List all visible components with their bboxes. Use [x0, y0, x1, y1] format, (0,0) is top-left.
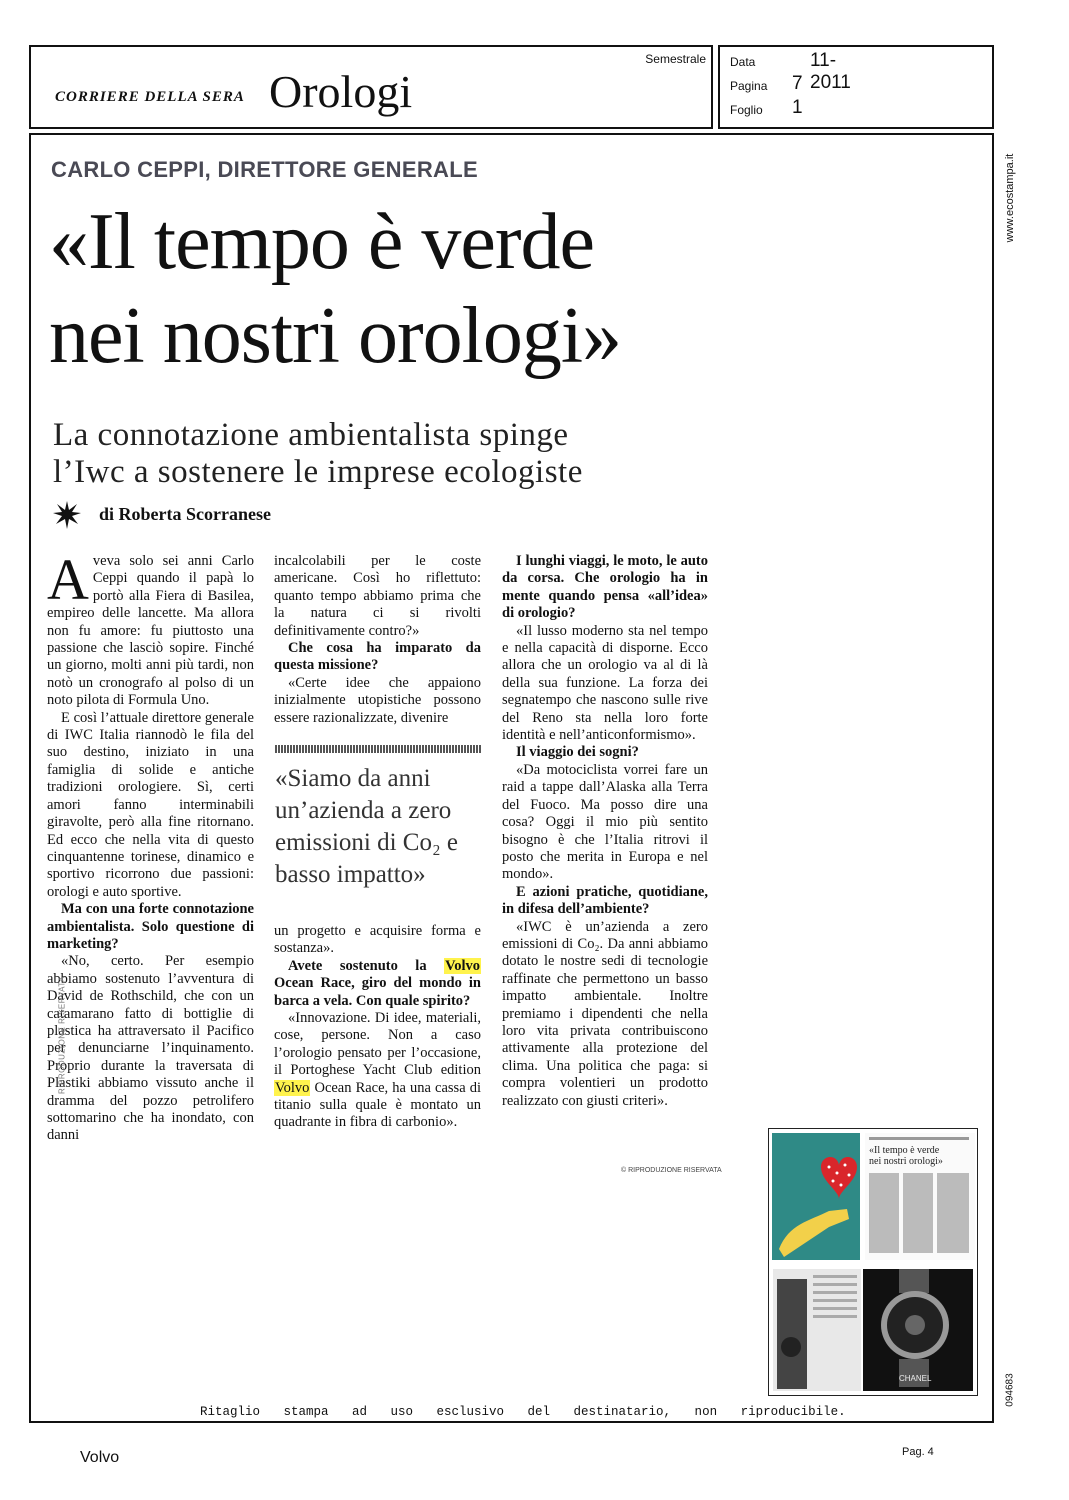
- paragraph: [47, 547, 254, 710]
- star-icon: [53, 501, 81, 529]
- pullquote-rule: [275, 745, 481, 753]
- article-column-2-continued: [274, 923, 481, 1132]
- header-masthead: [29, 45, 713, 129]
- paragraph: E così l’attuale direttore generale di IWC Italia riannodò le fila del suo destino, iniziato in una famiglia di solide e antiche tradizioni orologiere. Sì, certi amori fanno interminabili giravolte, però alla fine ritornano. Ed ecco che nella vita di questo cinquantenne torinese, dinamico e sportivo ricorrono due passioni: orologi e auto sportive.: [47, 709, 254, 900]
- copyright-note: © RIPRODUZIONE RISERVATA: [621, 1167, 722, 1174]
- drop-cap: A: [47, 547, 89, 612]
- article-column-2: [274, 553, 481, 727]
- paragraph-text: «Innovazione. Di idee, materiali, cose, persone. Non a caso l’orologio pensato per l’occasione, il Portoghese Yacht Club edition: [274, 1010, 481, 1079]
- paragraph-text: Ocean Race, ha una cassa di titanio sulla quale è montato un quadrante in fibra di carbonio».: [274, 1079, 481, 1131]
- thumbnail-headline-1: «Il tempo è verde: [869, 1145, 940, 1156]
- question-text: Avete sostenuto la: [288, 957, 445, 974]
- meta-date-value: 11-2011: [810, 50, 851, 93]
- interview-question: Che cosa ha imparato da questa missione?: [274, 640, 481, 674]
- meta-sheet-label: Foglio: [730, 103, 763, 117]
- article-headline: [49, 195, 749, 383]
- meta-page-value: 7: [792, 73, 803, 94]
- thumbnail-brand: CHANEL: [899, 1374, 932, 1383]
- keyword-highlight: Volvo: [445, 957, 480, 974]
- page-number: Pag. 4: [902, 1446, 934, 1458]
- article-column-3: [502, 553, 708, 1110]
- thumbnail-image: [769, 1129, 977, 1395]
- meta-sheet-value: 1: [792, 97, 803, 118]
- headline-line-2: nei nostri orologi»: [49, 292, 622, 380]
- keyword-highlight: Volvo: [275, 1079, 310, 1096]
- paragraph: [274, 1010, 481, 1132]
- footer-note: Ritaglio stampa ad uso esclusivo del destinatario, non riproducibile.: [200, 1405, 846, 1419]
- article-kicker: CARLO CEPPI, DIRETTORE GENERALE: [51, 157, 478, 182]
- interview-question: Il viaggio dei sogni?: [516, 744, 639, 761]
- section-title: Orologi: [269, 66, 413, 117]
- side-reserved-text: RIPRODUZIONE RISERVATA: [57, 976, 67, 1094]
- side-reserved-note: [55, 960, 69, 1110]
- side-url-text: www.ecostampa.it: [1004, 153, 1016, 243]
- paragraph-text: veva solo sei anni Carlo Ceppi quando il papà lo portò alla Fiera di Basilea, empireo delle lancette. Ma allora non fu amore: fu piuttosto una passione che lasciò sopire. Finché un giorno, molti anni più tardi, non notò un cronografo al polso di un noto pilota di Formula Uno.: [47, 553, 254, 709]
- thumbnail-headline-2: nei nostri orologi»: [869, 1156, 943, 1167]
- meta-date-label: Data: [730, 55, 756, 69]
- article-column-1: [47, 547, 254, 1145]
- article-byline: di Roberta Scorranese: [99, 504, 271, 524]
- paragraph: incalcolabili per le coste americane. Così ho riflettuto: quanto tempo abbiamo prima che la natura ci si rivolti definitivamente contro?»: [274, 553, 481, 639]
- question-text: Ocean Race, giro del mondo in barca a vela. Con quale spirito?: [274, 975, 481, 1009]
- paragraph: «Certe idee che appaiono inizialmente utopistiche possono essere razionalizzate, divenire: [274, 674, 481, 726]
- page-thumbnail: [768, 1128, 978, 1396]
- paragraph: «Da motociclista vorrei fare un raid a tappe dall’Alaska alla Terra del Fuoco. Ma posso dire una cosa? Oggi il mio più sentito bisogno è che l’Italia ritrovi il posto che merita in Europa e nel mondo».: [502, 761, 708, 883]
- newspaper-name: CORRIERE DELLA SERA: [55, 89, 245, 105]
- interview-question: Ma con una forte connotazione ambientalista. Solo questione di marketing?: [47, 901, 254, 952]
- subhead-line-2: l’Iwc a sostenere le imprese ecologiste: [53, 454, 583, 490]
- meta-page-label: Pagina: [730, 79, 768, 93]
- paragraph: «Il lusso moderno sta nel tempo e nella capacità di disporne. Ecco allora che un orologio va al di là della sua funzione. La forza dei segnatempo che nascono sulle rive del Reno sta nella loro forte identità e nell’anticonformismo».: [502, 622, 708, 744]
- pullquote: «Siamo da anni un’azienda a zero emissioni di Co₂ e basso impatto»: [275, 765, 459, 888]
- side-code: [1000, 1365, 1020, 1415]
- periodicity-label: Semestrale: [645, 52, 706, 66]
- side-code-text: 094683: [1004, 1373, 1016, 1407]
- subhead-line-1: La connotazione ambientalista spinge: [53, 417, 569, 453]
- interview-question: I lunghi viaggi, le moto, le auto da corsa. Che orologio ha in mente quando pensa «all’idea» di orologio?: [502, 553, 708, 622]
- interview-question: [274, 958, 481, 1010]
- paragraph: «No, certo. Per esempio abbiamo sostenuto l’avventura di David de Rothschild, che con un catamarano fatto di bottiglie di plastica ha attraversato il Pacifico per denunciarne l’inquinamento. Proprio durante la traversata di Plastiki abbiamo vissuto anche il dramma del pozzo petrolifero sottomarino che ha inondato, con danni: [47, 953, 254, 1144]
- side-url: [1000, 138, 1020, 258]
- article-subhead: [53, 417, 753, 491]
- paragraph: «IWC è un’azienda a zero emissioni di Co₂. Da anni abbiamo dotato le nostre sedi di tecnologie raffinate che permettono un basso impatto ambientale. Inoltre premiamo i dipendenti che nella loro vita privata contribuiscono attivamente alla protezione del clima. Una politica che paga: si compra volentieri un prodotto realizzato con giusti criteri».: [502, 918, 708, 1109]
- keyword-label: Volvo: [80, 1449, 120, 1466]
- paragraph: un progetto e acquisire forma e sostanza».: [274, 923, 481, 957]
- header-meta: [718, 45, 994, 129]
- interview-question: E azioni pratiche, quotidiane, in difesa dell’ambiente?: [502, 883, 708, 918]
- headline-line-1: «Il tempo è verde: [49, 198, 594, 286]
